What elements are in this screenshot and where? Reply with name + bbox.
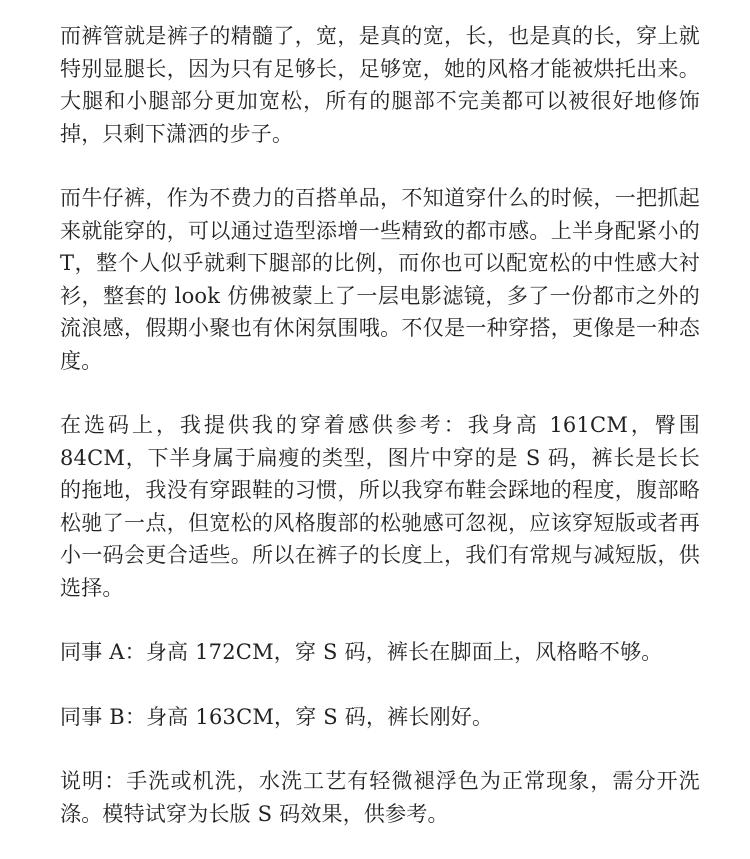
product-description bbox=[60, 20, 700, 830]
paragraph-care-notes: 说明：手洗或机洗，水洗工艺有轻微褪浮色为正常现象，需分开洗涤。模特试穿为长版 S 码效果，供参考。 bbox=[60, 769, 700, 826]
paragraph-leg-design: 而裤管就是裤子的精髓了，宽，是真的宽，长，也是真的长，穿上就特别显腿长，因为只有足够长，足够宽，她的风格才能被烘托出来。大腿和小腿部分更加宽松，所有的腿部不完美都可以被很好地修饰掉，只剩下潇洒的步子。 bbox=[60, 24, 700, 146]
paragraph-colleague-a: 同事 A：身高 172CM，穿 S 码，裤长在脚面上，风格略不够。 bbox=[60, 640, 663, 664]
paragraph-size-guide: 在选码上，我提供我的穿着感供参考：我身高 161CM，臀围 84CM，下半身属于扁瘦的类型，图片中穿的是 S 码，裤长是长长的拖地，我没有穿跟鞋的习惯，所以我穿布鞋会踩地的程度，腹部略松驰了一点，但宽松的风格腹部的松驰感可忽视，应该穿短版或者再小一码会更合适些。所以在裤子的长度上，我们有常规与减短版，供选择。 bbox=[60, 413, 700, 600]
paragraph-styling: 而牛仔裤，作为不费力的百搭单品，不知道穿什么的时候，一把抓起来就能穿的，可以通过造型添增一些精致的都市感。上半身配紧小的 T，整个人似乎就剩下腿部的比例，而你也可以配宽松的中性感大衬衫，整套的 look 仿佛被蒙上了一层电影滤镜，多了一份都市之外的流浪感，假期小聚也有休闲氛围哦。不仅是一种穿搭，更像是一种态度。 bbox=[60, 186, 700, 373]
paragraph-colleague-b: 同事 B：身高 163CM，穿 S 码，裤长刚好。 bbox=[60, 704, 494, 729]
